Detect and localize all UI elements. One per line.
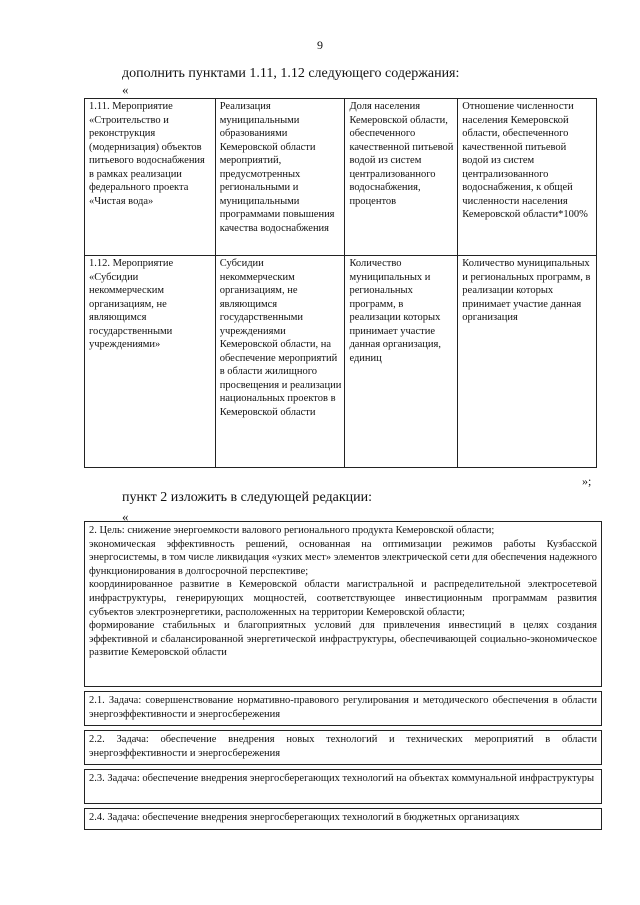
task-text: 2.2. Задача: обеспечение внедрения новых технологий и технических мероприятий в области энергоэффективности и энергосбережения: [89, 734, 597, 759]
intro-text: дополнить пунктами 1.11, 1.12 следующего содержания:: [122, 66, 460, 81]
table-cell: Отношение численности населения Кемеровской области, обеспеченного качественной питьевой водой из систем централизованного водоснабжения, к общей численности населения Кемеровской области*100%: [458, 99, 597, 256]
table-cell: 1.12. Мероприятие «Субсидии некоммерческим организациям, не являющимся государственными учреждениями»: [85, 256, 216, 468]
goal-box: [84, 521, 602, 687]
goal-paragraph: экономическая эффективность решений, основанная на оптимизации режимов работы Кузбасской энергосистемы, в том числе ликвидация «узких мест» элементов электрической сети для обеспечения надежного функционирования в долгосрочной перспективе;: [89, 538, 597, 577]
measures-table: [84, 98, 597, 468]
task-text: 2.3. Задача: обеспечение внедрения энергосберегающих технологий на объектах коммунальной инфраструктуры: [89, 773, 595, 784]
table-cell: Доля населения Кемеровской области, обеспеченного качественной питьевой водой из систем централизованного водоснабжения, процентов: [345, 99, 458, 256]
open-quote: «: [122, 82, 129, 97]
goals-tasks-table: [84, 521, 602, 830]
table-cell: 1.11. Мероприятие «Строительство и реконструкция (модернизация) объектов питьевого водоснабжения в рамках реализации федерального проекта «Чистая вода»: [85, 99, 216, 256]
task-text: 2.4. Задача: обеспечение внедрения энергосберегающих технологий в бюджетных организациях: [89, 812, 520, 823]
table-row: [85, 256, 597, 468]
task-box: [84, 808, 602, 830]
table-cell: Количество муниципальных и региональных программ, в реализации которых принимает участие данная организация, единиц: [345, 256, 458, 468]
goal-paragraph: формирование стабильных и благоприятных условий для привлечения инвестиций в целях создания эффективной и сбалансированной энергетической инфраструктуры, обеспечивающей социально-экономическое развитие Кемеровской области: [89, 620, 597, 659]
table-cell: Количество муниципальных и региональных программ, в реализации которых принимает участие данная организация: [458, 256, 597, 468]
task-box: [84, 691, 602, 726]
table-cell: Реализация муниципальными образованиями Кемеровской области мероприятий, предусмотренных региональными и муниципальными программами повышения качества водоснабжения: [215, 99, 345, 256]
goal-paragraph: 2. Цель: снижение энергоемкости валового регионального продукта Кемеровской области;: [89, 525, 495, 536]
task-box: [84, 769, 602, 804]
table-cell: Субсидии некоммерческим организациям, не являющимся государственными учреждениями Кемеровской области, на обеспечение мероприятий в области жилищного просвещения и реализации национальных проектов в Кемеровской области: [215, 256, 345, 468]
open-quote-2: «: [122, 509, 129, 524]
page-number: 9: [317, 38, 323, 52]
close-quote: »;: [582, 474, 592, 488]
task-box: [84, 730, 602, 765]
table-row: [85, 99, 597, 256]
task-text: 2.1. Задача: совершенствование нормативно-правового регулирования и методического обеспечения в области энергоэффективности и энергосбережения: [89, 695, 597, 720]
intro-text-2: пункт 2 изложить в следующей редакции:: [122, 490, 372, 505]
goal-paragraph: координированное развитие в Кемеровской области магистральной и распределительной электросетевой инфраструктуры, генерирующих мощностей, соответствующее инвестиционным программам развития субъектов электроэнергетики, расположенных на территории Кемеровской области;: [89, 579, 597, 618]
